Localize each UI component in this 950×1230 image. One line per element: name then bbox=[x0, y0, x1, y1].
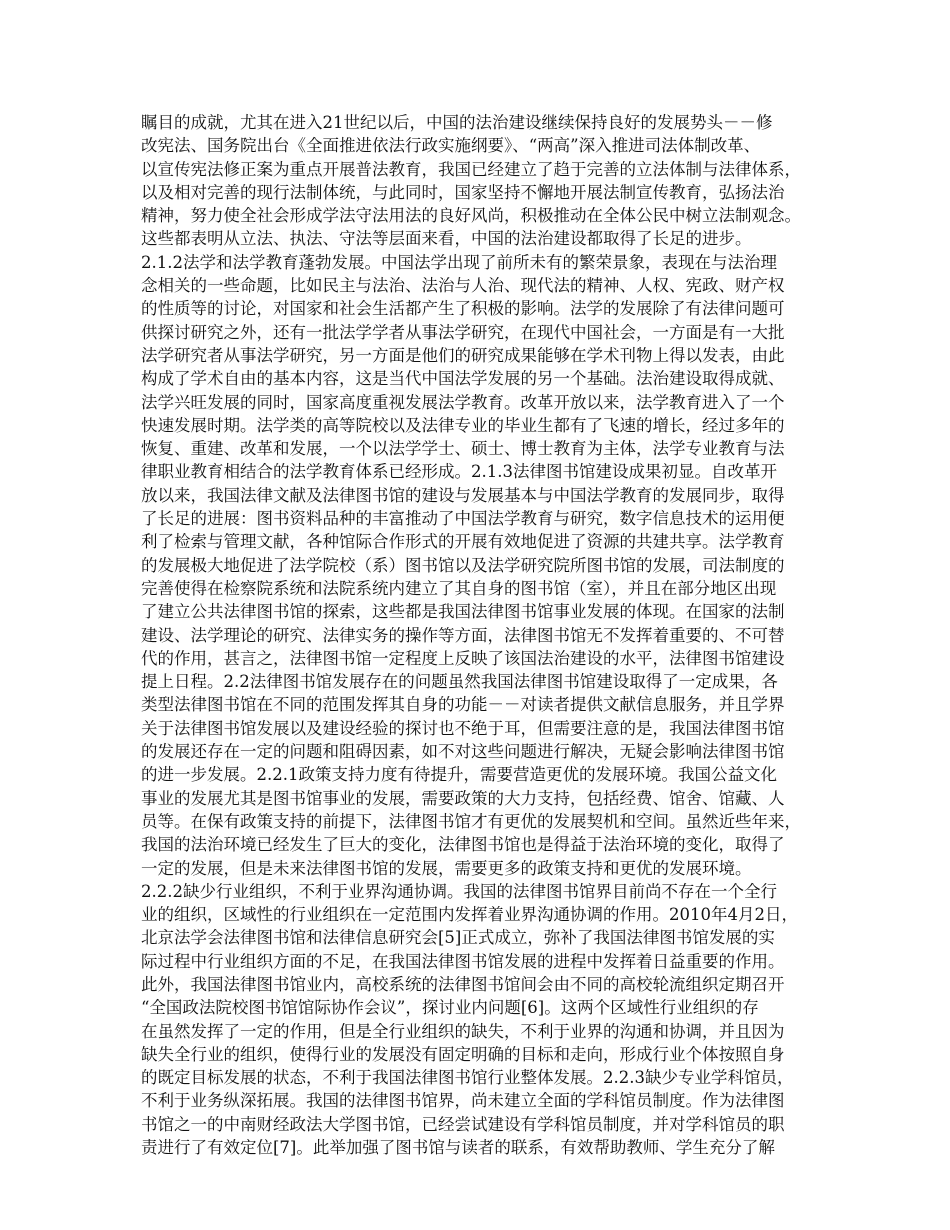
text-line: 提上日程。2.2法律图书馆发展存在的问题虽然我国法律图书馆建设取得了一定成果，各 bbox=[141, 672, 778, 692]
text-line: 北京法学会法律图书馆和法律信息研究会[5]正式成立，弥补了我国法律图书馆发展的实 bbox=[141, 928, 775, 948]
text-line: 律职业教育相结合的法学教育体系已经形成。2.1.3法律图书馆建设成果初显。自改革开 bbox=[141, 462, 777, 482]
text-line: 改宪法、国务院出台《全面推进依法行政实施纲要》、“两高”深入推进司法体制改革、 bbox=[141, 136, 761, 156]
text-line: 构成了学术自由的基本内容，这是当代中国法学发展的另一个基础。法治建设取得成就、 bbox=[141, 369, 785, 389]
text-line: 的既定目标发展的状态，不利于我国法律图书馆行业整体发展。2.2.3缺少专业学科馆员， bbox=[141, 1068, 794, 1088]
text-line: 关于法律图书馆发展以及建设经验的探讨也不绝于耳，但需要注意的是，我国法律图书馆 bbox=[141, 718, 785, 738]
text-line: 完善使得在检察院系统和法院系统内建立了其自身的图书馆（室），并且在部分地区出现 bbox=[141, 578, 777, 598]
text-line: 在虽然发挥了一定的作用，但是全行业组织的缺失，不利于业界的沟通和协调，并且因为 bbox=[141, 1021, 785, 1041]
text-line: 书馆之一的中南财经政法大学图书馆，已经尝试建设有学科馆员制度，并对学科馆员的职 bbox=[141, 1114, 785, 1134]
text-line: 了长足的进展：图书资料品种的丰富推动了中国法学教育与研究，数字信息技术的运用便 bbox=[141, 509, 785, 529]
text-line: 的性质等的讨论，对国家和社会生活都产生了积极的影响。法学的发展除了有法律问题可 bbox=[141, 299, 785, 319]
document-body bbox=[141, 111, 809, 1159]
text-line: 法学兴旺发展的同时，国家高度重视发展法学教育。改革开放以来，法学教育进入了一个 bbox=[141, 392, 785, 412]
text-line: 以及相对完善的现行法制体统，与此同时，国家坚持不懈地开展法制宣传教育，弘扬法治 bbox=[141, 182, 785, 202]
text-line: 放以来，我国法律文献及法律图书馆的建设与发展基本与中国法学教育的发展同步，取得 bbox=[141, 485, 785, 505]
text-line: 缺失全行业的组织，使得行业的发展没有固定明确的目标和走向，形成行业个体按照自身 bbox=[141, 1044, 785, 1064]
text-line: 供探讨研究之外，还有一批法学学者从事法学研究，在现代中国社会，一方面是有一大批 bbox=[141, 322, 785, 342]
text-line: 了建立公共法律图书馆的探索，这些都是我国法律图书馆事业发展的体现。在国家的法制 bbox=[141, 602, 785, 622]
text-line: “全国政法院校图书馆馆际协作会议”，探讨业内问题[6]。这两个区域性行业组织的存 bbox=[141, 998, 759, 1018]
text-line: 责进行了有效定位[7]。此举加强了图书馆与读者的联系，有效帮助教师、学生充分了解 bbox=[141, 1138, 775, 1158]
text-line: 这些都表明从立法、执法、守法等层面来看，中国的法治建设都取得了长足的进步。 bbox=[141, 229, 752, 249]
text-line: 利了检索与管理文献，各种馆际合作形式的开展有效地促进了资源的共建共享。法学教育 bbox=[141, 532, 785, 552]
text-line: 员等。在保有政策支持的前提下，法律图书馆才有更优的发展契机和空间。虽然近些年来， bbox=[141, 811, 801, 831]
text-line: 以宣传宪法修正案为重点开展普法教育，我国已经建立了趋于完善的立法体制与法律体系， bbox=[141, 159, 801, 179]
text-line: 瞩目的成就，尤其在进入21世纪以后，中国的法治建设继续保持良好的发展势头－－修 bbox=[141, 113, 773, 132]
text-line: 精神，努力使全社会形成学法守法用法的良好风尚，积极推动在全体公民中树立法制观念。 bbox=[141, 206, 801, 226]
text-line: 恢复、重建、改革和发展，一个以法学学士、硕士、博士教育为主体，法学专业教育与法 bbox=[141, 439, 785, 459]
text-line: 2.1.2法学和法学教育蓬勃发展。中国法学出现了前所未有的繁荣景象，表现在与法治理 bbox=[141, 252, 777, 272]
text-line: 的发展还存在一定的问题和阻碍因素，如不对这些问题进行解决，无疑会影响法律图书馆 bbox=[141, 742, 785, 762]
text-line: 事业的发展尤其是图书馆事业的发展，需要政策的大力支持，包括经费、馆舍、馆藏、人 bbox=[141, 788, 785, 808]
text-line: 类型法律图书馆在不同的范围发挥其自身的功能－－对读者提供文献信息服务，并且学界 bbox=[141, 695, 785, 715]
text-line: 快速发展时期。法学类的高等院校以及法律专业的毕业生都有了飞速的增长，经过多年的 bbox=[141, 415, 785, 435]
text-line: 2.2.2缺少行业组织，不利于业界沟通协调。我国的法律图书馆界目前尚不存在一个全行 bbox=[141, 881, 777, 901]
text-line: 我国的法治环境已经发生了巨大的变化，法律图书馆也是得益于法治环境的变化，取得了 bbox=[141, 835, 785, 855]
text-line: 代的作用，甚言之，法律图书馆一定程度上反映了该国法治建设的水平，法律图书馆建设 bbox=[141, 648, 785, 668]
text-line: 一定的发展，但是未来法律图书馆的发展，需要更多的政策支持和更优的发展环境。 bbox=[141, 858, 752, 878]
text-line: 念相关的一些命题，比如民主与法治、法治与人治、现代法的精神、人权、宪政、财产权 bbox=[141, 276, 785, 296]
text-line: 建设、法学理论的研究、法律实务的操作等方面，法律图书馆无不发挥着重要的、不可替 bbox=[141, 625, 785, 645]
text-line: 不利于业务纵深拓展。我国的法律图书馆界，尚未建立全面的学科馆员制度。作为法律图 bbox=[141, 1091, 785, 1111]
text-line: 际过程中行业组织方面的不足，在我国法律图书馆发展的进程中发挥着日益重要的作用。 bbox=[141, 951, 785, 971]
text-line: 业的组织，区域性的行业组织在一定范围内发挥着业界沟通协调的作用。2010年4月2日， bbox=[141, 905, 798, 925]
text-line: 的进一步发展。2.2.1政策支持力度有待提升，需要营造更优的发展环境。我国公益文化 bbox=[141, 765, 777, 785]
text-line: 的发展极大地促进了法学院校（系）图书馆以及法学研究院所图书馆的发展，司法制度的 bbox=[141, 555, 785, 575]
text-line: 法学研究者从事法学研究，另一方面是他们的研究成果能够在学术刊物上得以发表，由此 bbox=[141, 345, 785, 365]
text-line: 此外，我国法律图书馆业内，高校系统的法律图书馆间会由不同的高校轮流组织定期召开 bbox=[141, 974, 785, 994]
